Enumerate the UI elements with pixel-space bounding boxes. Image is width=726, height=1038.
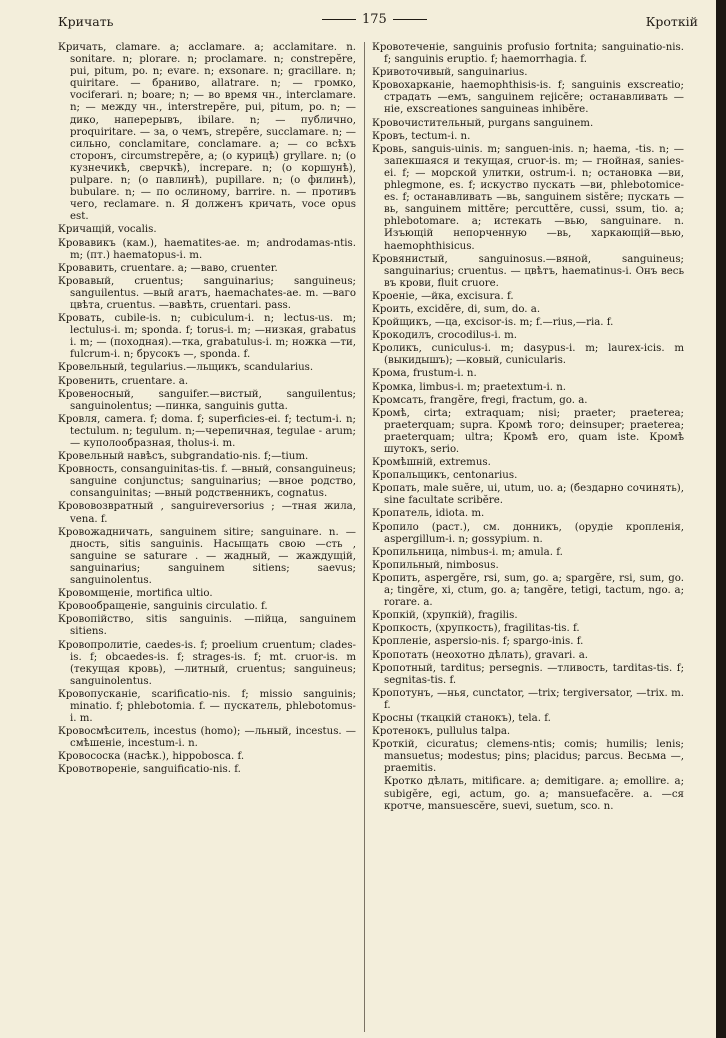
dictionary-entry: Кропотунъ, —нья, cunctator, —trix; tergiversator, —trix. m. f. xyxy=(372,687,684,711)
dictionary-entry: Кросны (ткацкій станокъ), tela. f. xyxy=(372,712,551,724)
page-edge-shadow xyxy=(716,0,726,1038)
dictionary-entry: Кровотвореніе, sanguificatio-nis. f. xyxy=(58,764,241,776)
dictionary-entry: Кротко дѣлать, mitificare. a; demitigare. a; emollire. a; subigĕre, egi, actum, go. a; mansuefacĕre. a. —ся кротче, mansuescĕre, suevi, suetum, sco. n. xyxy=(384,776,684,812)
dictionary-entry: Кричащій, vocalis. xyxy=(58,224,157,236)
dictionary-entry: Кровотеченіе, sanguinis profusio fortnita; sanguinatio-nis. f; sanguinis eruptio. f; haemorrhagia. f. xyxy=(372,42,684,66)
dictionary-entry: Кричать, clamare. a; acclamare. a; acclamitare. n. sonitare. n; plorare. n; proclamare. n; constrepĕre, pui, pitum, po. n; evare. n; exsonare. n; gracillare. n; quiritare. — браниво, allatrare. n; — громко, vociferari. n; boare; n; — во время чн., interclamare. n; — между чн., interstrepĕre, pui, pitum, po. n; — дико, наперерывъ, ibilare. n; — публично, proquiritare. — за, о чемъ, strepĕre, succlamare. n; — сильно, conclamitare, conclamare. a; — со всѣхъ сторонъ, circumstrepĕre, a; (о курицѣ) gryllare. n; (о кузнечикѣ, сверчкѣ), increpare. n; (о коршунѣ), pulpare. n; (о павлинѣ), pupillare. n; (о филинѣ), bubulare. n; — по ослиному, barrire. n. — противъ чего, reclamare. n. Я долженъ кричать, voce opus est. xyxy=(58,42,356,223)
dictionary-entry: Кровенить, cruentare. a. xyxy=(58,375,189,387)
right-column xyxy=(372,42,684,814)
dictionary-entry: Кромка, limbus-i. m; praetextum-i. n. xyxy=(372,381,567,393)
dictionary-entry: Кровля, camera. f; doma. f; superficies-ei. f; tectum-i. n; tectulum. n; tegulum. n;—черепичная, tegulae - arum; — куполообразная, tholus-i. m. xyxy=(58,413,356,449)
dictionary-entry: Кроликъ, cuniculus-i. m; dasypus-i. m; laurex-icis. m (выкидышъ); —ковый, cunicularis. xyxy=(372,343,684,367)
dictionary-entry: Кропальщикъ, centonarius. xyxy=(372,470,518,482)
dictionary-entry: Кровопійство, sitis sanguinis. —пійца, sanguinem sitiens. xyxy=(58,614,356,638)
dictionary-entry: Кропить, aspergĕre, rsi, sum, go. a; spargĕre, rsi, sum, go. a; tingĕre, xi, ctum, go. a; tangĕre, tetigi, tactum, ngo. a; rorare. a. xyxy=(372,572,684,609)
dictionary-entry: Кровавый, cruentus; sanguinarius; sanguineus; sanguilentus. —вый агатъ, haemachates-ae. m. —ваго цвѣта, cruentus. —вавѣть, cruentari. pass. xyxy=(58,275,356,311)
dictionary-entry: Кропатель, idiota. m. xyxy=(372,508,485,520)
header-right-guideword: Кроткій xyxy=(645,14,698,29)
dictionary-entry: Кровавикъ (кам.), haematites-ae. m; androdamas-ntis. m; (пт.) haematopus-i. m. xyxy=(58,237,356,261)
dictionary-entry: Кромѣ, cirta; extraquam; nisi; praeter; praeterea; praeterquam; supra. Кромѣ того; deinsuper; praeterea; praeterquam; ultra; Кромѣ ero, quam iste. Кромѣ шутокъ, serio. xyxy=(372,407,684,455)
dictionary-entry: Кровельный, tegularius.—льщикъ, scandularius. xyxy=(58,362,314,374)
dictionary-entry: Кровность, consanguinitas-tis. f. —вный, consanguineus; sanguine conjunctus; sanguinarius; —вное родство, consanguinitas; —вный родственникъ, cognatus. xyxy=(58,464,356,500)
dictionary-entry: Крововозвратный , sanguireversorius ; —тная жила, vena. f. xyxy=(58,501,356,525)
dictionary-entry: Кропкій, (хрупкій), fragilis. xyxy=(372,610,518,622)
dictionary-entry: Кромѣшній, extremus. xyxy=(372,457,491,469)
dictionary-entry: Кривоточивый, sanguinarius. xyxy=(372,67,528,79)
dictionary-entry: Кропленіе, aspersio-nis. f; spargo-inis. f. xyxy=(372,636,584,648)
dictionary-entry: Кровь, sanguis-uinis. m; sanguen-inis. n; haema, -tis. n; — запекшаяся и текущая, cruor-is. m; — гнойная, sanies-ei. f; — морской улитки, ostrum-i. n; остановка —ви, phlegmone, es. f; искуство пускать —ви, phlebotomice-es. f; останавливать —вь, sanguinem sistĕre; пускать —вь, sanguinem mittĕre; percuttĕre, cussi, ssum, tio. a; phlebotomare. a; истекать —вью, sanguinare. n. Изъющій непорченную —вь, харкающій—вью, haemophthisicus. xyxy=(372,143,684,252)
dictionary-entry: Кровообращеніе, sanguinis circulatio. f. xyxy=(58,601,268,613)
column-divider xyxy=(364,42,365,1032)
dictionary-entry: Кровавить, cruentare. a; —ваво, cruenter. xyxy=(58,262,278,274)
dictionary-entry: Кропильный, nimbosus. xyxy=(372,559,499,571)
dictionary-entry: Кровохарканіе, haemophthisis-is. f; sanguinis exscreatio; страдать —емъ, sanguinem rejicĕre; останавливать —ніе, exscreationes sanguineas inhibĕre. xyxy=(372,80,684,116)
header-left-guideword: Кричать xyxy=(58,14,114,29)
dictionary-entry: Кровянистый, sanguinosus.—вяной, sanguineus; sanguinarius; cruentus. — цвѣтъ, haematinus-i. Онъ весь въ крови, fluit cruore. xyxy=(372,253,684,289)
dictionary-entry: Кроткій, cicuratus; clemens-ntis; comis; humilis; lenis; mansuetus; modestus; pins; placidus; parcus. Весьма —, praemitis. xyxy=(372,739,684,775)
dictionary-entry: Кровомщеніе, mortifica ultio. xyxy=(58,588,213,600)
dictionary-entry: Кроить, excidĕre, di, sum, do. a. xyxy=(372,303,541,315)
dictionary-entry: Кровочистительный, purgans sanguinem. xyxy=(372,117,594,129)
page-number: 175 xyxy=(316,12,433,27)
dictionary-entry: Кропило (раст.), см. донникъ, (орудіе кропленія, aspergillum-i. n; gossypium. n. xyxy=(372,521,684,545)
dictionary-entry: Кропотать (неохотно дѣлать), gravari. a. xyxy=(372,649,589,661)
dictionary-entry: Крокодилъ, crocodilus-i. m. xyxy=(372,330,517,342)
dictionary-entry: Кропотный, tarditus; persegnis. —тливость, tarditas-tis. f; segnitas-tis. f. xyxy=(372,662,684,686)
dictionary-entry: Кропкость, (хрупкость), fragilitas-tis. f. xyxy=(372,623,580,635)
dictionary-entry: Крома, frustum-i. n. xyxy=(372,368,477,380)
dictionary-entry: Кропать, male suĕre, ui, utum, uo. a; (бездарно сочинять), sine facultate scribĕre. xyxy=(372,483,684,507)
dictionary-entry: Кровельный навѣсъ, subgrandatio-nis. f;—tium. xyxy=(58,451,309,463)
dictionary-entry: Кровеносный, sanguifer.—вистый, sanguilentus; sanguinolentus; —пинка, sanguinis gutta. xyxy=(58,388,356,412)
dictionary-entry: Кроеніе, —йка, excisura. f. xyxy=(372,290,514,302)
dictionary-entry: Кропильница, nimbus-i. m; amula. f. xyxy=(372,546,563,558)
dictionary-entry: Кровожадничать, sanguinem sitire; sanguinare. n. —дность, sitis sanguinis. Насыщать свою —сть , sanguine se saturare . — жадный, — жаждущій, sanguinarius; sanguinem sitiens; saevus; sanguinolentus. xyxy=(58,526,356,587)
dictionary-entry: Кровосмѣситель, incestus (homo); —льный, incestus. — смѣшеніе, incestum-i. n. xyxy=(58,726,356,750)
dictionary-entry: Кройщикъ, —ца, excisor-is. m; f.—rius,—ria. f. xyxy=(372,317,614,329)
dictionary-entry: Кровопусканіе, scarificatio-nis. f; missio sanguinis; minatio. f; phlebotomia. f. — пускатель, phlebotomus-i. m. xyxy=(58,688,356,725)
dictionary-entry: Кромсать, frangĕre, fregi, fractum, go. a. xyxy=(372,394,588,406)
left-column xyxy=(58,42,356,778)
running-header xyxy=(58,12,698,34)
dictionary-entry: Кровососка (насѣк.), hippobosca. f. xyxy=(58,751,245,763)
dictionary-entry: Кротенокъ, pullulus talpa. xyxy=(372,726,511,738)
dictionary-entry: Кровопролитіе, caedes-is. f; proelium cruentum; clades-is. f; obcaedes-is. f; strages-is. f; mt. cruor-is. m (текущая кровь), —литный, cruentus; sanguineus; sanguinolentus. xyxy=(58,639,356,687)
dictionary-entry: Кровъ, tectum-i. n. xyxy=(372,130,471,142)
dictionary-entry: Кровать, cubile-is. n; cubiculum-i. n; lectus-us. m; lectulus-i. m; sponda. f; torus-i. m; —низкая, grabatus i. m; — (походная).—тка, grabatulus-i. m; ножка —ти, fulcrum-i. n; брусокъ —, sponda. f. xyxy=(58,313,356,361)
